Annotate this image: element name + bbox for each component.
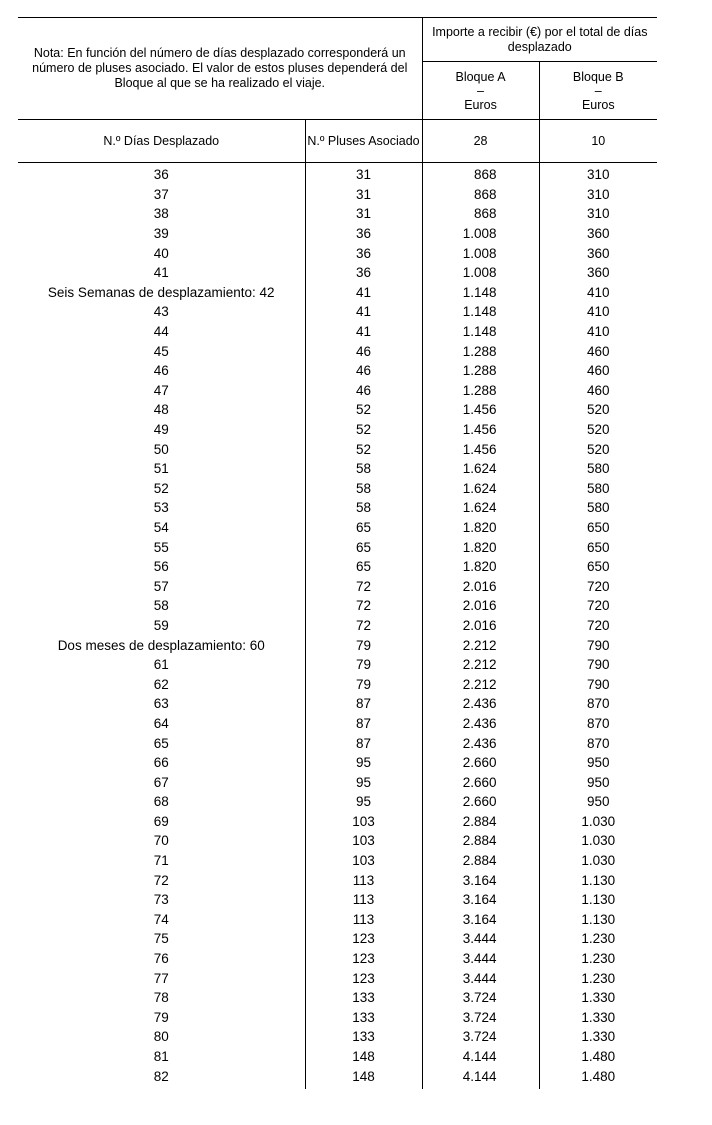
cell-days: 38	[18, 204, 305, 224]
cell-days: 62	[18, 674, 305, 694]
cell-bloque-b: 790	[587, 676, 610, 692]
cell-bloque-b: 1.330	[581, 1009, 616, 1025]
cell-pluses: 113	[305, 870, 422, 890]
cell-days: 48	[18, 400, 305, 420]
cell-bloque-b: 1.130	[581, 872, 616, 888]
cell-bloque-b: 790	[587, 637, 610, 653]
table-header	[18, 18, 657, 163]
cell-days: 53	[18, 498, 305, 518]
header-plus-value-b: 10	[539, 120, 657, 163]
cell-days: 79	[18, 1008, 305, 1028]
cell-bloque-b: 1.130	[581, 911, 616, 927]
table-row	[18, 616, 657, 636]
cell-days: 40	[18, 243, 305, 263]
header-col-days: N.º Días Desplazado	[18, 120, 305, 163]
cell-bloque-a: 4.144	[422, 1066, 539, 1089]
cell-bloque-a: 2.212	[422, 635, 539, 655]
table-row	[18, 322, 657, 342]
cell-bloque-b: 410	[587, 324, 610, 340]
cell-pluses: 95	[305, 772, 422, 792]
bloque-b-dash: –	[594, 83, 602, 98]
cell-pluses: 46	[305, 361, 422, 381]
table-row	[18, 596, 657, 616]
table-row	[18, 459, 657, 479]
cell-bloque-a: 1.148	[422, 283, 539, 303]
cell-days: 56	[18, 557, 305, 577]
cell-days: 64	[18, 714, 305, 734]
cell-pluses: 87	[305, 694, 422, 714]
cell-bloque-a: 3.164	[422, 910, 539, 930]
bloque-a-name: Bloque A	[455, 69, 506, 84]
cell-bloque-b: 360	[587, 245, 610, 261]
cell-bloque-b: 310	[587, 167, 610, 183]
cell-days: 58	[18, 596, 305, 616]
cell-bloque-a: 2.660	[422, 792, 539, 812]
cell-bloque-a: 1.148	[422, 302, 539, 322]
cell-bloque-b: 1.230	[581, 970, 616, 986]
cell-pluses: 58	[305, 459, 422, 479]
cell-bloque-a: 1.008	[422, 263, 539, 283]
cell-bloque-b: 520	[587, 441, 610, 457]
cell-pluses: 52	[305, 400, 422, 420]
cell-pluses: 72	[305, 616, 422, 636]
cell-days: 54	[18, 518, 305, 538]
cell-pluses: 133	[305, 1027, 422, 1047]
cell-bloque-a: 2.212	[422, 655, 539, 675]
cell-days: 45	[18, 341, 305, 361]
cell-bloque-a: 2.016	[422, 616, 539, 636]
table-row	[18, 890, 657, 910]
cell-bloque-b: 410	[587, 284, 610, 300]
cell-bloque-b: 460	[587, 363, 610, 379]
bloque-a-unit: Euros	[464, 97, 497, 112]
table-row	[18, 694, 657, 714]
cell-pluses: 95	[305, 753, 422, 773]
table-row	[18, 772, 657, 792]
table-row	[18, 870, 657, 890]
table-row	[18, 831, 657, 851]
cell-days: 63	[18, 694, 305, 714]
cell-days: 80	[18, 1027, 305, 1047]
cell-pluses: 113	[305, 910, 422, 930]
cell-days: 68	[18, 792, 305, 812]
cell-bloque-a: 4.144	[422, 1047, 539, 1067]
cell-bloque-b: 410	[587, 304, 610, 320]
cell-bloque-a: 3.444	[422, 968, 539, 988]
cell-bloque-b: 1.230	[581, 931, 616, 947]
cell-bloque-a: 2.212	[422, 674, 539, 694]
cell-pluses: 79	[305, 655, 422, 675]
cell-pluses: 113	[305, 890, 422, 910]
cell-pluses: 103	[305, 831, 422, 851]
cell-days: 41	[18, 263, 305, 283]
cell-days: 61	[18, 655, 305, 675]
cell-days: 49	[18, 420, 305, 440]
cell-pluses: 36	[305, 263, 422, 283]
cell-pluses: 36	[305, 224, 422, 244]
cell-pluses: 133	[305, 1008, 422, 1028]
table-row	[18, 674, 657, 694]
cell-bloque-a: 1.624	[422, 459, 539, 479]
table-body	[18, 163, 657, 1089]
cell-bloque-a: 3.724	[422, 1027, 539, 1047]
cell-pluses: 103	[305, 812, 422, 832]
cell-pluses: 41	[305, 302, 422, 322]
cell-days: 57	[18, 576, 305, 596]
cell-bloque-b: 580	[587, 500, 610, 516]
table-row	[18, 1008, 657, 1028]
cell-pluses: 123	[305, 929, 422, 949]
table-row	[18, 792, 657, 812]
cell-days: 59	[18, 616, 305, 636]
cell-bloque-a: 1.456	[422, 420, 539, 440]
table-row	[18, 224, 657, 244]
table-row	[18, 714, 657, 734]
table-row	[18, 400, 657, 420]
cell-bloque-a: 3.444	[422, 929, 539, 949]
table-row	[18, 733, 657, 753]
cell-bloque-b: 720	[587, 578, 610, 594]
cell-bloque-b: 1.030	[581, 833, 616, 849]
cell-bloque-a: 2.436	[422, 694, 539, 714]
cell-bloque-a: 1.008	[422, 243, 539, 263]
cell-pluses: 65	[305, 518, 422, 538]
cell-days: 72	[18, 870, 305, 890]
cell-days: 46	[18, 361, 305, 381]
cell-pluses: 79	[305, 674, 422, 694]
table-row	[18, 1047, 657, 1067]
cell-bloque-a: 1.148	[422, 322, 539, 342]
cell-bloque-a: 2.436	[422, 733, 539, 753]
cell-days: Dos meses de desplazamiento: 60	[18, 635, 305, 655]
cell-days: 43	[18, 302, 305, 322]
table-row	[18, 420, 657, 440]
cell-bloque-a: 3.724	[422, 1008, 539, 1028]
cell-bloque-b: 650	[587, 519, 610, 535]
cell-bloque-a: 3.444	[422, 949, 539, 969]
table-row	[18, 439, 657, 459]
cell-bloque-a: 1.624	[422, 498, 539, 518]
table-row	[18, 968, 657, 988]
cell-bloque-b: 460	[587, 382, 610, 398]
cell-days: 66	[18, 753, 305, 773]
table-row	[18, 537, 657, 557]
table-row	[18, 576, 657, 596]
table-row	[18, 929, 657, 949]
cell-bloque-b: 520	[587, 402, 610, 418]
cell-bloque-a: 1.288	[422, 381, 539, 401]
cell-bloque-a: 2.884	[422, 831, 539, 851]
cell-pluses: 133	[305, 988, 422, 1008]
cell-days: 50	[18, 439, 305, 459]
cell-bloque-a: 868	[422, 163, 539, 185]
cell-bloque-a: 1.456	[422, 400, 539, 420]
table-row	[18, 988, 657, 1008]
cell-bloque-b: 650	[587, 559, 610, 575]
cell-bloque-a: 2.436	[422, 714, 539, 734]
cell-bloque-b: 1.480	[581, 1068, 616, 1084]
cell-bloque-a: 1.820	[422, 557, 539, 577]
cell-bloque-a: 2.884	[422, 812, 539, 832]
cell-days: 44	[18, 322, 305, 342]
cell-pluses: 52	[305, 420, 422, 440]
cell-bloque-b: 1.030	[581, 853, 616, 869]
table-row	[18, 283, 657, 303]
cell-days: 69	[18, 812, 305, 832]
cell-pluses: 52	[305, 439, 422, 459]
cell-pluses: 46	[305, 341, 422, 361]
cell-days: 71	[18, 851, 305, 871]
cell-days: 76	[18, 949, 305, 969]
table-row	[18, 163, 657, 185]
cell-days: 51	[18, 459, 305, 479]
table-row	[18, 557, 657, 577]
bloque-a-dash: –	[477, 83, 484, 98]
cell-bloque-b: 950	[587, 774, 610, 790]
cell-pluses: 41	[305, 283, 422, 303]
cell-days: 65	[18, 733, 305, 753]
cell-bloque-b: 950	[587, 794, 610, 810]
table-row	[18, 910, 657, 930]
cell-bloque-a: 1.288	[422, 341, 539, 361]
cell-pluses: 46	[305, 381, 422, 401]
header-bloque-a	[422, 62, 539, 120]
cell-pluses: 148	[305, 1066, 422, 1089]
table-row	[18, 753, 657, 773]
cell-bloque-a: 868	[422, 204, 539, 224]
cell-days: Seis Semanas de desplazamiento: 42	[18, 283, 305, 303]
header-importe-title: Importe a recibir (€) por el total de días desplazado	[422, 18, 657, 62]
cell-pluses: 41	[305, 322, 422, 342]
cell-bloque-b: 790	[587, 657, 610, 673]
cell-bloque-a: 868	[422, 185, 539, 205]
cell-bloque-b: 460	[587, 343, 610, 359]
cell-bloque-a: 1.008	[422, 224, 539, 244]
table-row	[18, 185, 657, 205]
cell-bloque-a: 3.164	[422, 870, 539, 890]
cell-bloque-a: 1.288	[422, 361, 539, 381]
cell-bloque-b: 1.480	[581, 1049, 616, 1065]
cell-pluses: 87	[305, 733, 422, 753]
cell-bloque-b: 1.330	[581, 1029, 616, 1045]
cell-days: 82	[18, 1066, 305, 1089]
table-row	[18, 302, 657, 322]
cell-bloque-a: 2.660	[422, 753, 539, 773]
bloque-b-name: Bloque B	[572, 69, 624, 84]
cell-days: 73	[18, 890, 305, 910]
cell-bloque-a: 2.660	[422, 772, 539, 792]
cell-bloque-a: 3.164	[422, 890, 539, 910]
cell-pluses: 72	[305, 576, 422, 596]
cell-pluses: 65	[305, 537, 422, 557]
table-row	[18, 1027, 657, 1047]
cell-pluses: 58	[305, 479, 422, 499]
table-row	[18, 518, 657, 538]
table-row	[18, 851, 657, 871]
cell-pluses: 95	[305, 792, 422, 812]
table-row	[18, 381, 657, 401]
cell-bloque-b: 720	[587, 617, 610, 633]
table-row	[18, 263, 657, 283]
document-page	[18, 17, 657, 1089]
cell-bloque-b: 1.030	[581, 813, 616, 829]
cell-pluses: 148	[305, 1047, 422, 1067]
header-plus-value-a: 28	[422, 120, 539, 163]
cell-bloque-b: 950	[587, 755, 610, 771]
table-row	[18, 498, 657, 518]
cell-bloque-b: 580	[587, 461, 610, 477]
cell-bloque-b: 870	[587, 715, 610, 731]
cell-bloque-b: 650	[587, 539, 610, 555]
cell-pluses: 36	[305, 243, 422, 263]
cell-pluses: 65	[305, 557, 422, 577]
cell-bloque-b: 720	[587, 598, 610, 614]
cell-bloque-a: 2.016	[422, 596, 539, 616]
cell-bloque-a: 1.820	[422, 537, 539, 557]
table-row	[18, 341, 657, 361]
cell-bloque-b: 870	[587, 696, 610, 712]
table-row	[18, 655, 657, 675]
header-note: Nota: En función del número de días desplazado corresponderá un número de pluses asociado. El valor de estos pluses dependerá del Bloque al que se ha realizado el viaje.	[18, 18, 422, 120]
cell-bloque-a: 2.884	[422, 851, 539, 871]
cell-days: 75	[18, 929, 305, 949]
cell-pluses: 31	[305, 204, 422, 224]
cell-pluses: 58	[305, 498, 422, 518]
cell-pluses: 87	[305, 714, 422, 734]
cell-days: 81	[18, 1047, 305, 1067]
cell-days: 39	[18, 224, 305, 244]
cell-days: 47	[18, 381, 305, 401]
cell-bloque-a: 3.724	[422, 988, 539, 1008]
cell-bloque-b: 360	[587, 226, 610, 242]
header-bloque-b	[539, 62, 657, 120]
cell-pluses: 123	[305, 949, 422, 969]
cell-pluses: 103	[305, 851, 422, 871]
table-row	[18, 635, 657, 655]
cell-days: 67	[18, 772, 305, 792]
cell-days: 52	[18, 479, 305, 499]
cell-bloque-b: 1.130	[581, 892, 616, 908]
table-row	[18, 204, 657, 224]
cell-bloque-b: 360	[587, 265, 610, 281]
cell-bloque-b: 310	[587, 186, 610, 202]
cell-days: 36	[18, 163, 305, 185]
bloque-b-unit: Euros	[581, 97, 615, 112]
pluses-table	[18, 17, 657, 1089]
cell-bloque-a: 1.624	[422, 479, 539, 499]
table-row	[18, 1066, 657, 1089]
cell-bloque-b: 520	[587, 422, 610, 438]
table-row	[18, 243, 657, 263]
cell-days: 77	[18, 968, 305, 988]
table-row	[18, 479, 657, 499]
cell-bloque-b: 870	[587, 735, 610, 751]
cell-bloque-b: 310	[587, 206, 610, 222]
table-row	[18, 812, 657, 832]
cell-days: 37	[18, 185, 305, 205]
cell-bloque-b: 1.330	[581, 990, 616, 1006]
cell-bloque-a: 2.016	[422, 576, 539, 596]
cell-pluses: 31	[305, 163, 422, 185]
cell-days: 78	[18, 988, 305, 1008]
cell-bloque-a: 1.820	[422, 518, 539, 538]
cell-pluses: 123	[305, 968, 422, 988]
cell-bloque-b: 580	[587, 480, 610, 496]
cell-days: 70	[18, 831, 305, 851]
cell-days: 55	[18, 537, 305, 557]
header-col-pluses: N.º Pluses Asociado	[305, 120, 422, 163]
cell-pluses: 31	[305, 185, 422, 205]
table-row	[18, 949, 657, 969]
cell-pluses: 79	[305, 635, 422, 655]
cell-bloque-b: 1.230	[581, 951, 616, 967]
table-row	[18, 361, 657, 381]
cell-days: 74	[18, 910, 305, 930]
cell-bloque-a: 1.456	[422, 439, 539, 459]
cell-pluses: 72	[305, 596, 422, 616]
